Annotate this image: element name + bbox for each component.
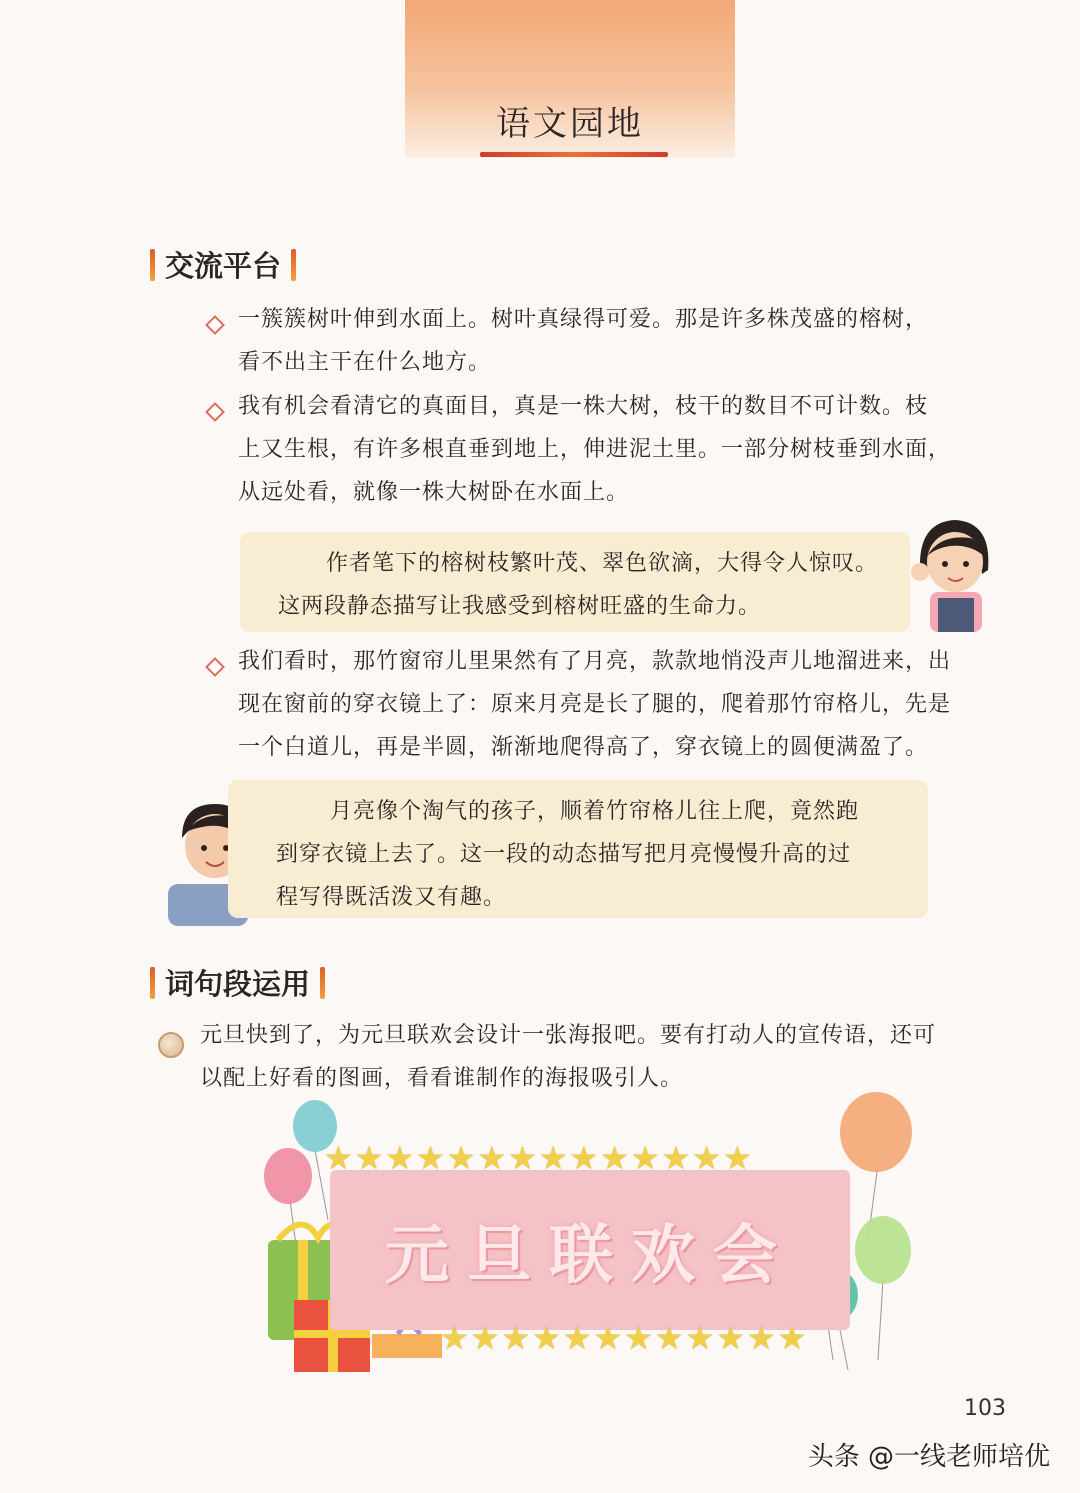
star-icon: ★: [685, 1319, 715, 1357]
text-line: 我们看时，那竹窗帘儿里果然有了月亮，款款地悄没声儿地溜进来，出: [238, 649, 952, 674]
page-number: 103: [964, 1396, 1006, 1421]
bubble-line: 这两段静态描写让我感受到榕树旺盛的生命力。: [278, 594, 762, 619]
star-icon: ★: [538, 1139, 568, 1177]
diamond-bullet-icon: [205, 402, 225, 422]
star-icon: ★: [593, 1319, 623, 1357]
star-icon: ★: [416, 1139, 445, 1177]
bubble-line: 作者笔下的榕树枝繁叶茂、翠色欲滴，大得令人惊叹。: [326, 551, 879, 576]
star-icon: ★: [722, 1139, 752, 1177]
heading-bar-right: [320, 967, 325, 999]
heading-bar-right: [291, 249, 296, 281]
speech-bubble-girl: [240, 532, 910, 632]
watermark: 头条 @一线老师培优: [807, 1442, 1050, 1472]
star-icon: ★: [562, 1319, 592, 1357]
girl-character-illustration: [900, 512, 1010, 632]
star-icon: ★: [501, 1319, 531, 1357]
diamond-bullet-icon: [205, 315, 225, 335]
star-icon: ★: [746, 1319, 776, 1357]
text-line: 看不出主干在什么地方。: [238, 350, 492, 375]
text-line: 一个白道儿，再是半圆，渐渐地爬得高了，穿衣镜上的圆便满盈了。: [238, 735, 929, 760]
star-icon: ★: [630, 1139, 660, 1177]
star-icon: ★: [324, 1139, 353, 1177]
text-line: 现在窗前的穿衣镜上了：原来月亮是长了腿的，爬着那竹帘格儿，先是: [238, 692, 952, 717]
text-line: 一簇簇树叶伸到水面上。树叶真绿得可爱。那是许多株茂盛的榕树，: [238, 307, 929, 332]
heading-bar-left: [150, 967, 155, 999]
page-title: 语文园地: [496, 104, 644, 144]
poster-banner: [330, 1170, 850, 1330]
star-icon: ★: [446, 1139, 476, 1177]
title-underline: [480, 152, 668, 157]
star-icon: ★: [508, 1139, 537, 1177]
bubble-line: 程写得既活泼又有趣。: [276, 885, 507, 910]
star-row-bottom: [440, 1319, 807, 1357]
poster-title: 元旦联欢会: [385, 1219, 795, 1293]
text-line: 以配上好看的图画，看看谁制作的海报吸引人。: [200, 1066, 684, 1091]
excerpt-paragraph-2: [238, 385, 1018, 514]
diamond-bullet-icon: [205, 657, 225, 677]
heading-bar-left: [150, 249, 155, 281]
bubble-line: 月亮像个淘气的孩子，顺着竹帘格儿往上爬，竟然跑: [330, 799, 860, 824]
star-icon: ★: [716, 1319, 745, 1357]
section-heading-exchange: [150, 244, 296, 285]
star-icon: ★: [654, 1319, 684, 1357]
star-icon: ★: [477, 1139, 507, 1177]
section-heading-label: 交流平台: [165, 249, 282, 283]
star-icon: ★: [532, 1319, 561, 1357]
star-icon: ★: [600, 1139, 629, 1177]
star-icon: ★: [624, 1319, 653, 1357]
text-line: 上又生根，有许多根直垂到地上，伸进泥土里。一部分树枝垂到水面，: [238, 437, 952, 462]
star-icon: ★: [569, 1139, 599, 1177]
excerpt-paragraph-3: [238, 640, 1018, 769]
star-icon: ★: [440, 1319, 469, 1357]
task-bullet-icon: [158, 1032, 184, 1058]
star-icon: ★: [777, 1319, 807, 1357]
text-line: 我有机会看清它的真面目，真是一株大树，枝干的数目不可计数。枝: [238, 394, 929, 419]
star-icon: ★: [661, 1139, 691, 1177]
star-icon: ★: [385, 1139, 415, 1177]
excerpt-paragraph-1: [238, 298, 1018, 384]
text-line: 元旦快到了，为元旦联欢会设计一张海报吧。要有打动人的宣传语，还可: [200, 1023, 937, 1048]
section-heading-usage: [150, 962, 325, 1003]
star-row-top: [324, 1139, 752, 1177]
task-paragraph: [200, 1014, 1020, 1100]
star-icon: ★: [354, 1139, 384, 1177]
bubble-line: 到穿衣镜上去了。这一段的动态描写把月亮慢慢升高的过: [276, 842, 852, 867]
text-line: 从远处看，就像一株大树卧在水面上。: [238, 480, 630, 505]
star-icon: ★: [470, 1319, 500, 1357]
section-heading-label: 词句段运用: [165, 967, 311, 1001]
star-icon: ★: [692, 1139, 721, 1177]
speech-bubble-boy: [228, 780, 928, 918]
